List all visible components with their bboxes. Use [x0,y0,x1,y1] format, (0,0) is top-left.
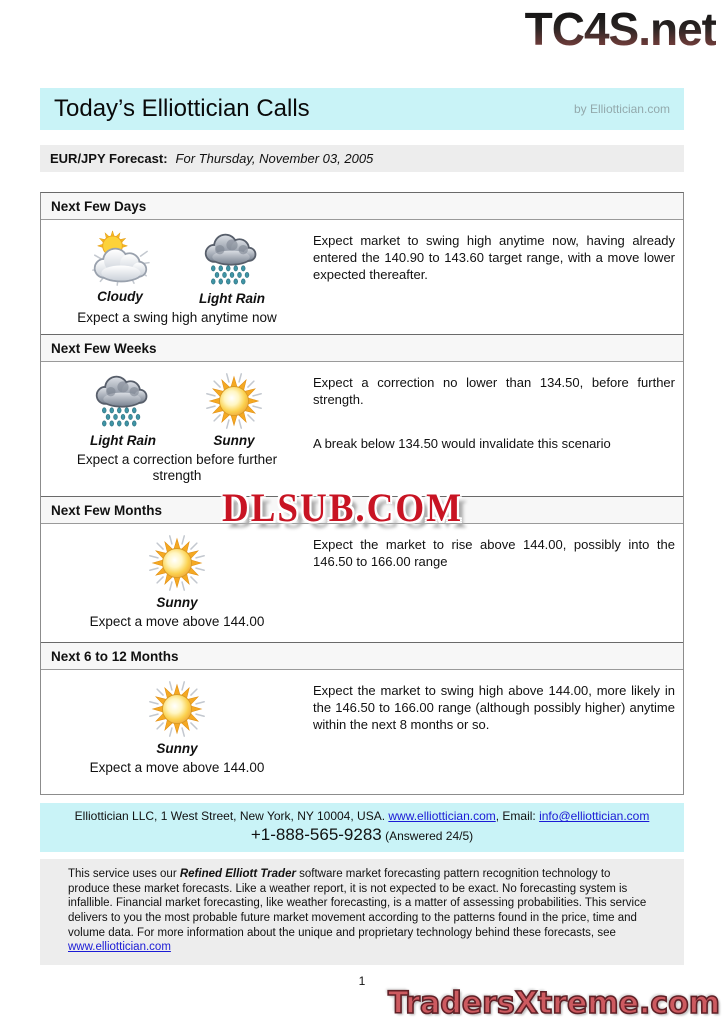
sunny-icon [147,533,207,593]
icon-label: Cloudy [97,289,143,304]
byline: by Elliottician.com [573,102,670,116]
contact-footer [40,803,684,852]
section-description: Expect a correction no lower than 134.50, before further strength. A break below 134.50 would invalidate this scenario [313,375,675,451]
section-title-next-few-days: Next Few Days [41,193,683,220]
section-next-few-days [41,220,683,334]
forecast-pair-label: EUR/JPY Forecast: [50,151,168,166]
forecast-subject-bar [40,145,684,172]
disclaimer: This service uses our Refined Elliott Trader software market forecasting pattern recognition technology to produce these market forecasts. Like a weather report, it is not expected to be exact. No forecasting system is infallible. Financial market forecasting, like weather forecasting, is a matter of assessing probabilities. This service delivers to you the most probable future market movement according to the patterns found in the price, time and volume data. For more information about the unique and proprietary technology behind these forecasts, see www.elliottician.com [40,859,684,965]
section-title-next-6-12-months: Next 6 to 12 Months [41,642,683,670]
section-description: Expect market to swing high anytime now, having already entered the 140.90 to 143.60 target range, with a move lower expected thereafter. [313,233,675,282]
icon-label: Sunny [156,741,198,757]
website-link[interactable]: www.elliottician.com [388,809,496,824]
light-rain-icon [201,229,263,289]
report-content [40,88,684,988]
tradersxtreme-logo: TradersXtreme.com [388,986,720,1021]
dlsub-watermark: DLSUB.COM [222,486,464,531]
section-description: Expect the market to swing high above 144.00, more likely in the 146.50 to 166.00 range (although possibly higher) anytime within the next 8 months or so. [313,683,675,732]
section-title-next-few-months: Next Few Months [41,496,683,524]
contact-address-line: Elliottician LLC, 1 West Street, New York, NY 10004, USA. www.elliottician.com, Email: info@elliottician.com [74,809,650,824]
page-number: 1 [358,973,366,988]
section-caption: Expect a swing high anytime now [77,310,277,325]
icon-label: Sunny [213,433,255,449]
email-link[interactable]: info@elliottician.com [539,809,650,824]
sunny-icon [147,679,207,739]
icon-label: Light Rain [199,291,265,306]
section-caption: Expect a move above 144.00 [89,614,265,630]
section-title-next-few-weeks: Next Few Weeks [41,334,683,362]
cloudy-icon [89,229,151,287]
tc4s-logo: TC4S.net [524,3,716,55]
product-name: Refined Elliott Trader [179,868,296,881]
forecast-date: For Thursday, November 03, 2005 [175,151,374,166]
contact-phone-line [40,825,684,845]
section-next-few-months [41,524,683,642]
section-next-6-12-months [41,670,683,794]
page-title: Today’s Elliottician Calls [54,95,310,122]
section-caption: Expect a move above 144.00 [89,760,265,776]
sunny-icon [204,371,264,431]
section-caption: Expect a correction before further strength [76,452,278,484]
light-rain-icon [92,371,154,431]
phone-number: +1-888-565-9283 [250,825,382,845]
section-next-few-weeks [41,362,683,496]
icon-label: Light Rain [90,433,156,449]
report-title-bar [40,88,684,130]
icon-label: Sunny [156,595,198,611]
section-description: Expect the market to rise above 144.00, possibly into the 146.50 to 166.00 range [313,537,675,570]
phone-note: (Answered 24/5) [381,829,474,844]
disclaimer-website-link[interactable]: www.elliottician.com [68,941,171,954]
